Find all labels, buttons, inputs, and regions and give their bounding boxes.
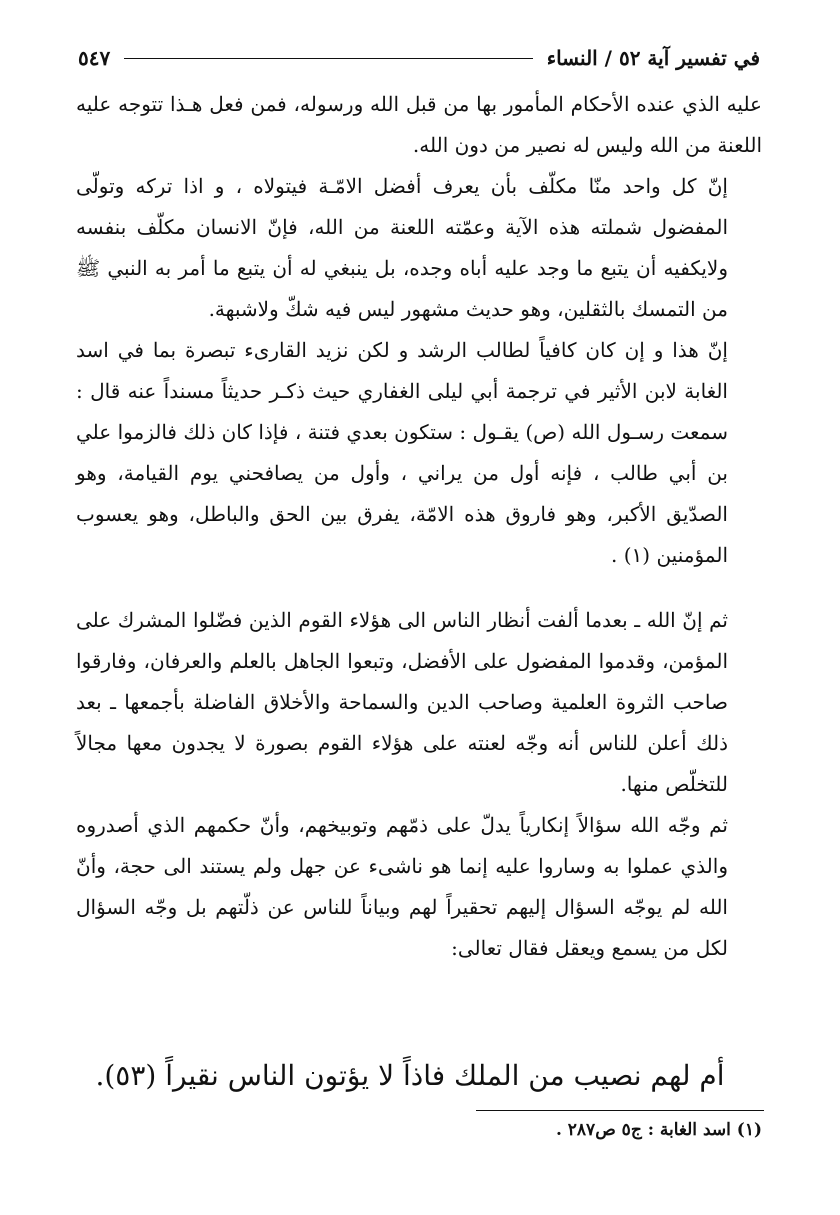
main-text <box>76 84 762 969</box>
footnote: (١) اسد الغابة : ج٥ ص٢٨٧ . <box>555 1120 762 1140</box>
header-rule <box>124 58 532 59</box>
paragraph-4: ثم إنّ الله ـ بعدما ألفت أنظار الناس الى هؤلاء القوم الذين فضّلوا المشرك على المؤمن، وقدموا المفضول على الأفضل، وتبعوا الجاهل بالعلم والعرفان، وفارقوا صاحب الثروة العلمية وصاحب الدين والسماحة والأخلاق الفاضلة بأجمعها ـ بعد ذلك أعلن للناس أنه وجّه لعنته على هؤلاء القوم بصورة لا يجدون معها مجالاً للتخلّص منها. <box>76 608 728 796</box>
paragraph-3: إنّ هذا و إن كان كافياً لطالب الرشد و لكن نزيد القارىء تبصرة بما في اسد الغابة لابن الأثير في ترجمة أبي ليلى الغفاري حيث ذكـر حديثاً مسنداً عنه قال : سمعت رسـول الله (ص) يقـول : ستكون بعدي فتنة ، فإذا كان ذلك فالزموا علي بن أبي طالب ، فإنه أول من يراني ، وأول من يصافحني يوم القيامة، وهو الصدّيق الأكبر، وهو فاروق هذه الامّة، يفرق بين الحق والباطل، وهو يعسوب المؤمنين (١) . <box>76 338 728 567</box>
paragraph-1: عليه الذي عنده الأحكام المأمور بها من قبل الله ورسوله، فمن فعل هـذا تتوجه عليه اللعنة من الله وليس له نصير من دون الله. <box>76 92 762 157</box>
paragraph-2: إنّ كل واحد منّا مكلّف بأن يعرف أفضل الامّـة فيتولاه ، و اذا ترکه وتولّى المفضول شملته هذه الآية وعمّته اللعنة من الله، فإنّ الانسان مكلّف بنفسه ولايكفيه أن يتبع ما وجد عليه أباه وجده، بل ينبغي له أن يتبع ما أمر به النبي ﷺ من التمسك بالثقلين، وهو حديث مشهور ليس فيه شكّ ولاشبهة. <box>76 174 728 321</box>
page-header <box>78 38 760 78</box>
page-number: ٥٤٧ <box>78 46 111 70</box>
quranic-verse: أم لهم نصيب من الملك فاذاً لا يؤتون الناس نقيراً (٥٣). <box>95 1059 725 1092</box>
running-title: في تفسير آية ٥٢ / النساء <box>546 46 760 70</box>
footnote-rule <box>476 1110 764 1111</box>
paragraph-5: ثم وجّه الله سؤالاً إنكارياً يدلّ على ذمّهم وتوبيخهم، وأنّ حكمهم الذي أصدروه والذي عملوا به وساروا عليه إنما هو ناشىء عن جهل ولم يستند الى حجة، وأنّ الله لم يوجّه السؤال إليهم تحقيراً لهم وبياناً للناس عن ذلّتهم بل وجّه السؤال لكل من يسمع ويعقل فقال تعالى: <box>76 813 728 960</box>
